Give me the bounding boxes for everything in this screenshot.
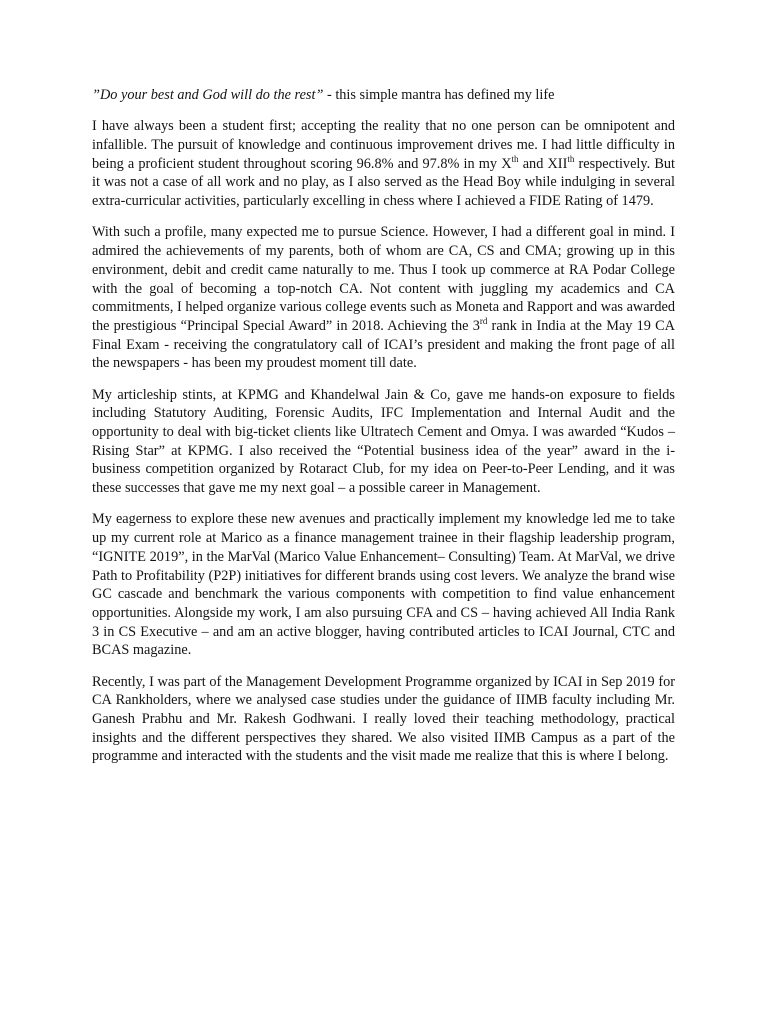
paragraph-text: rank in India at the May 19 CA Final Exam - receiving the congratulatory call of ICAI’s president and making the front page of all the newspapers - has been my proudest moment till date.	[92, 317, 675, 372]
paragraph-text: I have always been a student first; accepting the reality that no one person can be omnipotent and infallible. The pursuit of knowledge and continuous improvement drives me. I had little difficulty in being a proficient student throughout scoring 96.8% and 97.8% in my X	[92, 118, 675, 172]
paragraph-text: respectively. But it was not a case of all work and no play, as I also served as the Head Boy while indulging in several extra-curricular activities, particularly excelling in chess where I achieved a FIDE Rating of 1479.	[92, 155, 675, 210]
paragraph-marico: My eagerness to explore these new avenues and practically implement my knowledge led me to take up my current role at Marico as a finance management trainee in their flagship leadership program, “IGNITE 2019”, in the MarVal (Marico Value Enhancement– Consulting) Team. At MarVal, we drive Path to Profitability (P2P) initiatives for different brands using cost levers. We analyze the brand wise GC cascade and benchmark the various components with competition to find value enhancement opportunities. Alongside my work, I am also pursuing CFA and CS – having achieved All India Rank 3 in CS Executive – and am an active blogger, having contributed articles to ICAI Journal, CTC and BCAS magazine.	[92, 511, 675, 659]
paragraph-mdp: Recently, I was part of the Management Development Programme organized by ICAI in Sep 2019 for CA Rankholders, where we analysed case studies under the guidance of IIMB faculty including Mr. Ganesh Prabhu and Mr. Rakesh Godhwani. I really loved their teaching methodology, practical insights and the different perspectives they shared. We also visited IIMB Campus as a part of the programme and interacted with the students and the visit made me realize that this is where I belong.	[92, 673, 675, 765]
opening-quote-suffix: - this simple mantra has defined my life	[323, 87, 555, 103]
opening-quote: ”Do your best and God will do the rest”	[92, 87, 324, 103]
paragraph-commerce	[92, 223, 675, 373]
paragraph-academics	[92, 117, 675, 211]
superscript: th	[567, 153, 575, 164]
paragraph-text: With such a profile, many expected me to pursue Science. However, I had a different goal in mind. I admired the achievements of my parents, both of whom are CA, CS and CMA; growing up in this environment, debit and credit came naturally to me. Thus I took up commerce at RA Podar College with the goal of becoming a top-notch CA. Not content with juggling my academics and CA commitments, I helped organize various college events such as Moneta and Rapport and was awarded the prestigious “Principal Special Award” in 2018. Achieving the 3	[92, 224, 675, 334]
superscript: rd	[479, 316, 488, 327]
document-page	[92, 86, 675, 779]
paragraph-articleship: My articleship stints, at KPMG and Khandelwal Jain & Co, gave me hands-on exposure to fields including Statutory Auditing, Forensic Audits, IFC Implementation and Internal Audit and the opportunity to deal with big-ticket clients like Ultratech Cement and Omya. I was awarded “Kudos – Rising Star” at KPMG. I also received the “Potential business idea of the year” award in the i-business competition organized by Rotaract Club, for my idea on Peer-to-Peer Lending, and it was these successes that gave me my next goal – a possible career in Management.	[92, 386, 675, 497]
superscript: th	[511, 153, 519, 164]
opening-quote-line	[92, 86, 675, 105]
paragraph-text: and XII	[518, 155, 568, 172]
